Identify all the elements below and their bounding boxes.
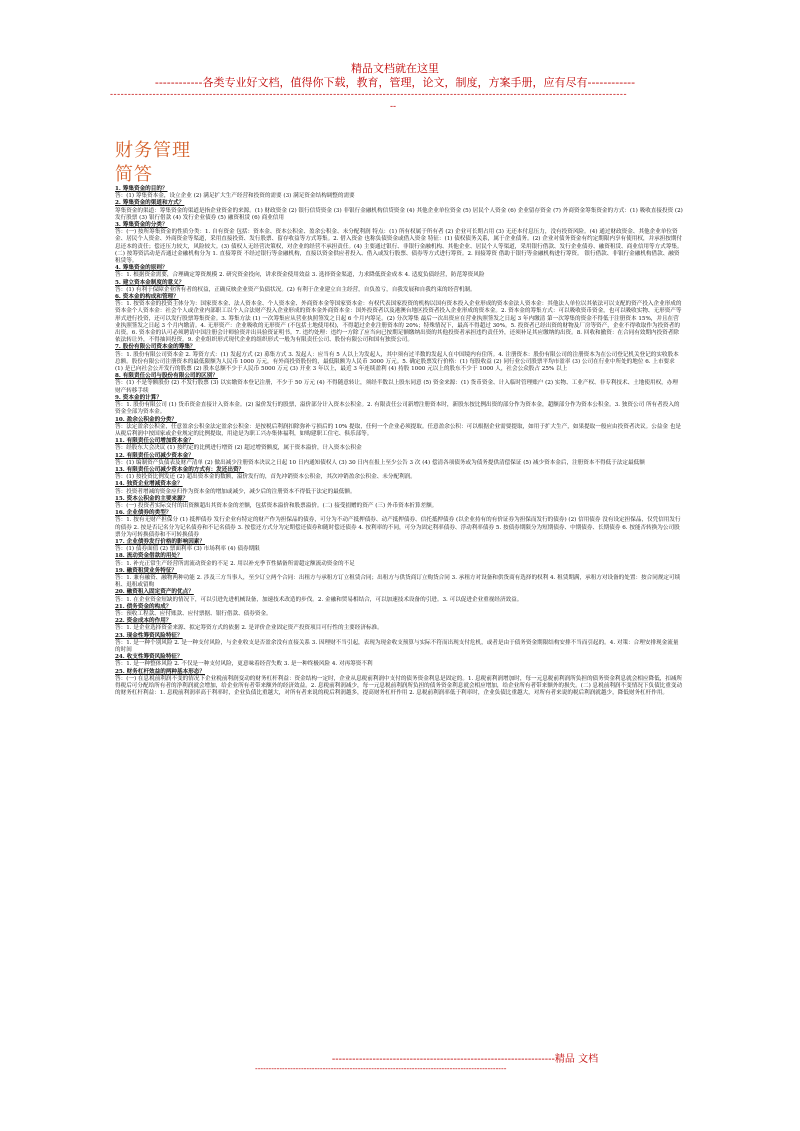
answer-text: 答：1. 按资本金的投资主体分为：国家资本金、法人资本金、个人资本金、外商资本金等国家资本金：有权代表国家投资的机构以国有资本投入企业形成的资本金法人资本金：其他法人单位以其依法可以支配的资产投入企业形成的资本金个人资本金：社会个人或企业内部职工以个人合法财产投入企业形成的资本金外商资本金：国外投资者以及港澳台地区投资者投入企业形成的资本金。2. 资本金的筹集方式：可以吸收资币资金，也可以吸收实物、无形资产等形式进行投资，还可以发行股票筹集资金。3. 筹集方法 (1) 一次筹集应从营业执照签发之日起 6 个月内筹足。(2) 分次筹集 最后一次出资应在营业执照签发之日起 3 年内缴清 第一次筹集的资金不得低于注册资本 15%，并且在营业执照签发之日起 3 个月内缴清。4. 无形资产：企业吸收的无形资产 (不包括土地使用权)，不得超过企业注册资本的 20%；特殊情况下，最高不得超过 30%。5. 投资者已经出资的财物及厂房等资产，企业不得收取作为投资者的出资。6. 资本金的认可必须聘请中国注册会计师验资并出具验资证明书。7. 违约处理：违约一方除了应当向已按期足额缴纳出资的其他投资者承担违约责任外，还须补足其应缴纳的出资。8. 回收和撤资：在合同有效期内投资者除依法转让外，不得抽回投资。9. 企业组织形式现代企业的组织形式一般为有限责任公司、股份有限公司和国有独资公司。 [115, 301, 682, 344]
answer-text: 答：1. 是一种个别风险 2. 是一种支付风险，与企业收支是否盈余没有直接关系 3. 因理财不当引起，表现为现金收支预算与实际不符而出现支付危机，或者是由于债务资金期限结构安排不当而引起的。4. 对策：合理安排现金流量的时间 [115, 639, 679, 653]
question-heading: 25. 财务杠杆效益的两种基本形态？ [115, 668, 205, 675]
question-heading: 20. 融资租入固定资产的优点？ [115, 589, 194, 596]
answer-text: 答：1. 股份有限公司 (1) 货币资金直接计入资本金。(2) 溢价发行的股票，溢价部分计入资本公积金。2. 有限责任公司新增注册资本时，新股东按比例出资的部分作为资本金，超额部分作为资本公积金。3. 独资公司 所有者投入的资金全部为资本金。 [115, 402, 680, 416]
banner-slogan: ------------各类专业好文档，值得你下载，教育，管理，论文，制度，方案手册，应有尽有------------ [154, 76, 636, 89]
document-title: 财务管理 [115, 140, 191, 161]
question-heading: 21. 债务资金的构成？ [115, 603, 172, 610]
answer-text: 答：1. 按有无财产担保分 (1) 抵押债券 发行企业有特定的财产作为担保品的债券，可分为不动产抵押债券、动产抵押债券、信托抵押债券 (以企业持有的有价证券为担保而发行的债券) (2) 信用债券 没有设定担保品，仅凭信用发行的债券 2. 按是否记名分为记名债券和不记名债券 3. 按偿还方式分为定期偿还债券和随时偿还债券 4. 按利率的不同，可分为固定利率债券、浮动利率债券 5. 按债券期限分为短期债券、中期债券、长期债券 6. 按能否转换为公司股票分为可转换债券和不可转换债券 [115, 517, 681, 538]
qa-content [115, 186, 683, 697]
question-heading: 12. 有限责任公司减少资本金？ [115, 452, 194, 459]
question-heading: 6. 资本金的构成和管理？ [115, 294, 179, 301]
question-heading: 1. 筹集资金的目的？ [115, 186, 168, 192]
question-heading: 2. 筹集资金的渠道和方式？ [115, 200, 185, 207]
banner-title: 精品文档就在这里 [351, 62, 439, 75]
answer-text: 答：1. 在企业资金短缺的情况下，可以引进先进机械设备，加速技术改造的步伐。2. 金融和贸易相结合，可以加速技术设备的引进。3. 可以促进企业重视经济效益。 [115, 596, 523, 603]
footer-divider: ------------------------------------------------------------------精品 文档 [331, 1054, 599, 1065]
question-heading: 22. 资金成本的作用？ [115, 618, 172, 625]
answer-text: 答：(一) 按所筹集资金的性质分类：1. 自有资金 包括：资本金、资本公积金、盈余公积金、未分配利润 特点：(1) 所有权属于所有者 (2) 企业可长期占用 (3) 无还本付息压力，没有投资风险。(4) 通过财政资金、其他企业单位资金、居民个人资金、外商资金等渠道，采用直接投资、发行股票、留存收益等方式筹集。2. 借入资金 也称负债资金或借入资金 特征：(1) 债权债务关系，属于企业债务。(2) 企业对债务资金有约定期限内享有使用权，并承担按期付息还本的责任；偿还压力较大，风险较大。(3) 债权人无经营决策权，对企业的经营不承担责任。(4) 主要通过银行、非银行金融机构、其他企业、居民个人等渠道，采用银行借款、发行企业债券、融资租赁、商业信用等方式筹集。(二) 按筹资活动是否通过金融机构分为 1. 直接筹资 不经过银行等金融机构，直接以资金供应者投入、借入或发行股票、债券等方式进行筹资。2. 间接筹资 借助于银行等金融机构进行筹资。 银行借款、非银行金融机构借款、融资租赁等。 [115, 229, 683, 265]
answer-text: 答：预收工程款、应付账款、应付票据、银行借款、债券资金。 [115, 610, 272, 617]
question-heading: 16. 企业债券的类型？ [115, 510, 172, 517]
question-heading: 13. 有限责任公司减少资本金的方式有：发还出资？ [115, 466, 245, 473]
question-heading: 5. 建立资本金制度的意义？ [115, 279, 185, 286]
answer-text: 答：(1) 编制资产负债表及财产清单 (2) 做出减少注册资本决议之日起 10 日内通知债权人 (3) 30 日内在报上至少公告 3 次 (4) 偿清各项债务或为债务提供清偿保证 (5) 减少资本金后，注册资本不得低于法定最低额 [115, 459, 645, 466]
answer-text: 答：1. 股份有限公司资本金 2. 筹资方式：(1) 发起方式 (2) 募集方式 3. 发起人：应当有 5 人以上为发起人，其中须有过半数的发起人在中国境内有住所。4. 注册资本：股份有限公司的注册资本为在公司登记机关登记的实收股本总额。股份有限公司注册资本的最低限额为人民币 1000 万元，有外商投资股份的，最低限额为人民币 3000 万元。5. 确定股票发行价格：(1) 每股收益 (2) 同行业公司股票平均市盈率 (3) 公司在行业中所处的地位 6. 上市要求 (1) 是已向社会公开发行的股票 (2) 股本总额不少于人民币 5000 万元 (3) 开业 3 年以上，最近 3 年连续盈利 (4) 持股 1000 元以上的股东不少于 1000 人，社会公众股占 25% 以上 [115, 351, 679, 373]
question-heading: 23. 现金性筹资风险特征？ [115, 632, 183, 639]
question-heading: 9. 资本金的计算？ [115, 394, 162, 401]
question-heading: 24. 收支性筹资风险特征？ [115, 654, 183, 661]
document-subtitle: 简答 [115, 164, 153, 185]
question-heading: 18. 流动资金借款的用处？ [115, 553, 183, 560]
answer-text: 答：(一) 投资者实际交付的出资额超出其资本金的差额，包括资本溢价和股票溢价。(二) 接受捐赠的资产 (三) 外币资本折算差额。 [115, 502, 438, 509]
answer-text: 答：1. 兼有融资、融物两种功能 2. 涉及三方当事人，至少订立两个合同：出租方与承租方订立租赁合同；出租方与供货商订立购货合同 3. 承租方对设备和供货商有选择的权利 4. 租赁期满，承租方对设备的处置：按合同规定可续租、退租或留购 [115, 574, 681, 589]
banner-divider: -------------------------------------------------------------------------------------------------------------------------------------------------- [110, 90, 627, 100]
question-heading: 17. 企业债券发行价格的影响因素？ [115, 538, 205, 545]
answer-text: 答：(1) 有利于保障企业所有者的权益，正确反映企业资产负债状况。(2) 有利于企业建立自主经营，自负盈亏，自我发展和自我约束的经营机制。 [115, 286, 476, 293]
answer-text: 答：(1) 按投资比例发还 (2) 超出资本金的数额，溢价发行的，首先冲销资本公积金，其次冲销盈余公积金、未分配利润。 [115, 474, 416, 481]
answer-text: 答：1. 是企业选择资金来源、拟定筹资方式的依据 2. 是评价企业固定资产投资项目可行性的主要经济标准。 [115, 625, 383, 632]
question-heading: 15. 资本公积金的主要来源？ [115, 495, 189, 502]
answer-text: 答：(1) 筹集资本金，设立企业 (2) 满足扩大生产经营和投资的需要 (3) 满足资金结构调整的需要 [115, 193, 355, 200]
question-heading: 8. 有限责任公司与股份有限公司的区别？ [115, 373, 218, 380]
answer-text: 答：1. 是一种整体风险 2. 不仅是一种支付风险，更意味着经营失败 3. 是一种终极风险 4. 对再筹资不利 [115, 661, 373, 668]
answer-text: 答：法定盈余公积金，任意盈余公积金法定盈余公积金：是按税后利润扣除弥补亏损后的 10% 提取，任何一个企业必须提取。任意盈余公积：可以根据企业需要提取，如用于扩大生产，如果提取一般应由投资者决议。公益金 也是从税后利润中按国家或企业规定的比例提取，用途是为职工兴办集体福利，如购建职工住宅、俱乐部等。 [115, 423, 681, 437]
question-heading: 10. 盈余公积金的分类？ [115, 416, 178, 423]
answer-text: 答：经股东大会决议 (1) 按约定的比例进行增资 (2) 超过增资额度，属于资本溢价，计入资本公积金 [115, 445, 362, 452]
answer-text: 答：(1) 不是等额股份 (2) 不发行股票 (3) 以实缴资本登记注册，不少于 50 万元 (4) 不得随意转让，须经半数以上股东同意 (5) 资金来源：(1) 货币资金、计入临时管理账户 (2) 实物、工业产权、非专利技术、土地使用权，办理财产转移手续 [115, 380, 678, 394]
answer-text: 答：1. 补充正常生产经营所需流动资金的不足 2. 用以补充季节性储备所需超定额流动资金的不足 [115, 560, 355, 567]
question-heading: 19. 融资租赁业务特征？ [115, 567, 178, 574]
answer-text: 答：1. 根据资金需要，合理确定筹资规模 2. 研究资金投向，讲求资金使用效益 3. 选择资金渠道，力求降低资金成本 4. 适度负债经营，防范筹资风险 [115, 272, 485, 279]
answer-text: 答：投资者增减的资金应归作为资本金的增加或减少，减少后的注册资本不得低于法定的最低额。 [115, 488, 356, 495]
answer-text: 筹集资金的渠道：筹集资金的渠道是指企业资金的来源。(1) 财政资金 (2) 银行信贷资金 (3) 非银行金融机构信贷资金 (4) 其他企业单位资金 (5) 居民个人资金 (6) 企业留存资金 (7) 外商资金筹集资金的方式：(1) 吸收直接投资 (2) 发行股票 (3) 银行借款 (4) 发行企业债券 (5) 融资租赁 (6) 商业信用 [115, 207, 683, 221]
question-heading: 7. 股份有限公司资本金的筹集？ [115, 344, 196, 351]
question-heading: 3. 筹集资金的分类？ [115, 222, 168, 229]
question-heading: 4. 筹集资金的原则？ [115, 265, 168, 272]
footer-divider-2: --------------------------------------------------------------------------------------------- [255, 1064, 507, 1073]
question-heading: 11. 有限责任公司增加资本金？ [115, 438, 194, 445]
answer-text: 答：(一) 在息税前利润不变的情况下企业税前利润变动的财务杠杆利益：资金结构一定时，企业从息税前利润中支付的债务资金利息是固定的。1. 息税前利润增加时，每一元息税前利润所负担的债务资金利息就会相应降低，扣减所得税后可分配给所有者的净利润就会增加，给企业所有者带来额外的经济效益。2. 息税前利润减少，每一元息税前利润所负担的债务资金利息就会相应增加，给企业所有者带来额外的损失。(二) 息税前利润不变情况下负债比重变动的财务杠杆利益：1. 息税前利润率高于利率时，企业负债比重越大，对所有者来说的税后利润越多，提高财务杠杆作用 2. 息税前利润率低于利率时，企业负债比重越大，对所有者来说的税后利润就越少，降低财务杠杆作用。 [115, 675, 683, 697]
answer-text: 答：(1) 债券面值 (2) 票面利率 (3) 市场利率 (4) 债券期限 [115, 546, 260, 553]
banner-divider-tail: -- [390, 102, 397, 112]
question-heading: 14. 独资企业增减资本金？ [115, 481, 183, 488]
